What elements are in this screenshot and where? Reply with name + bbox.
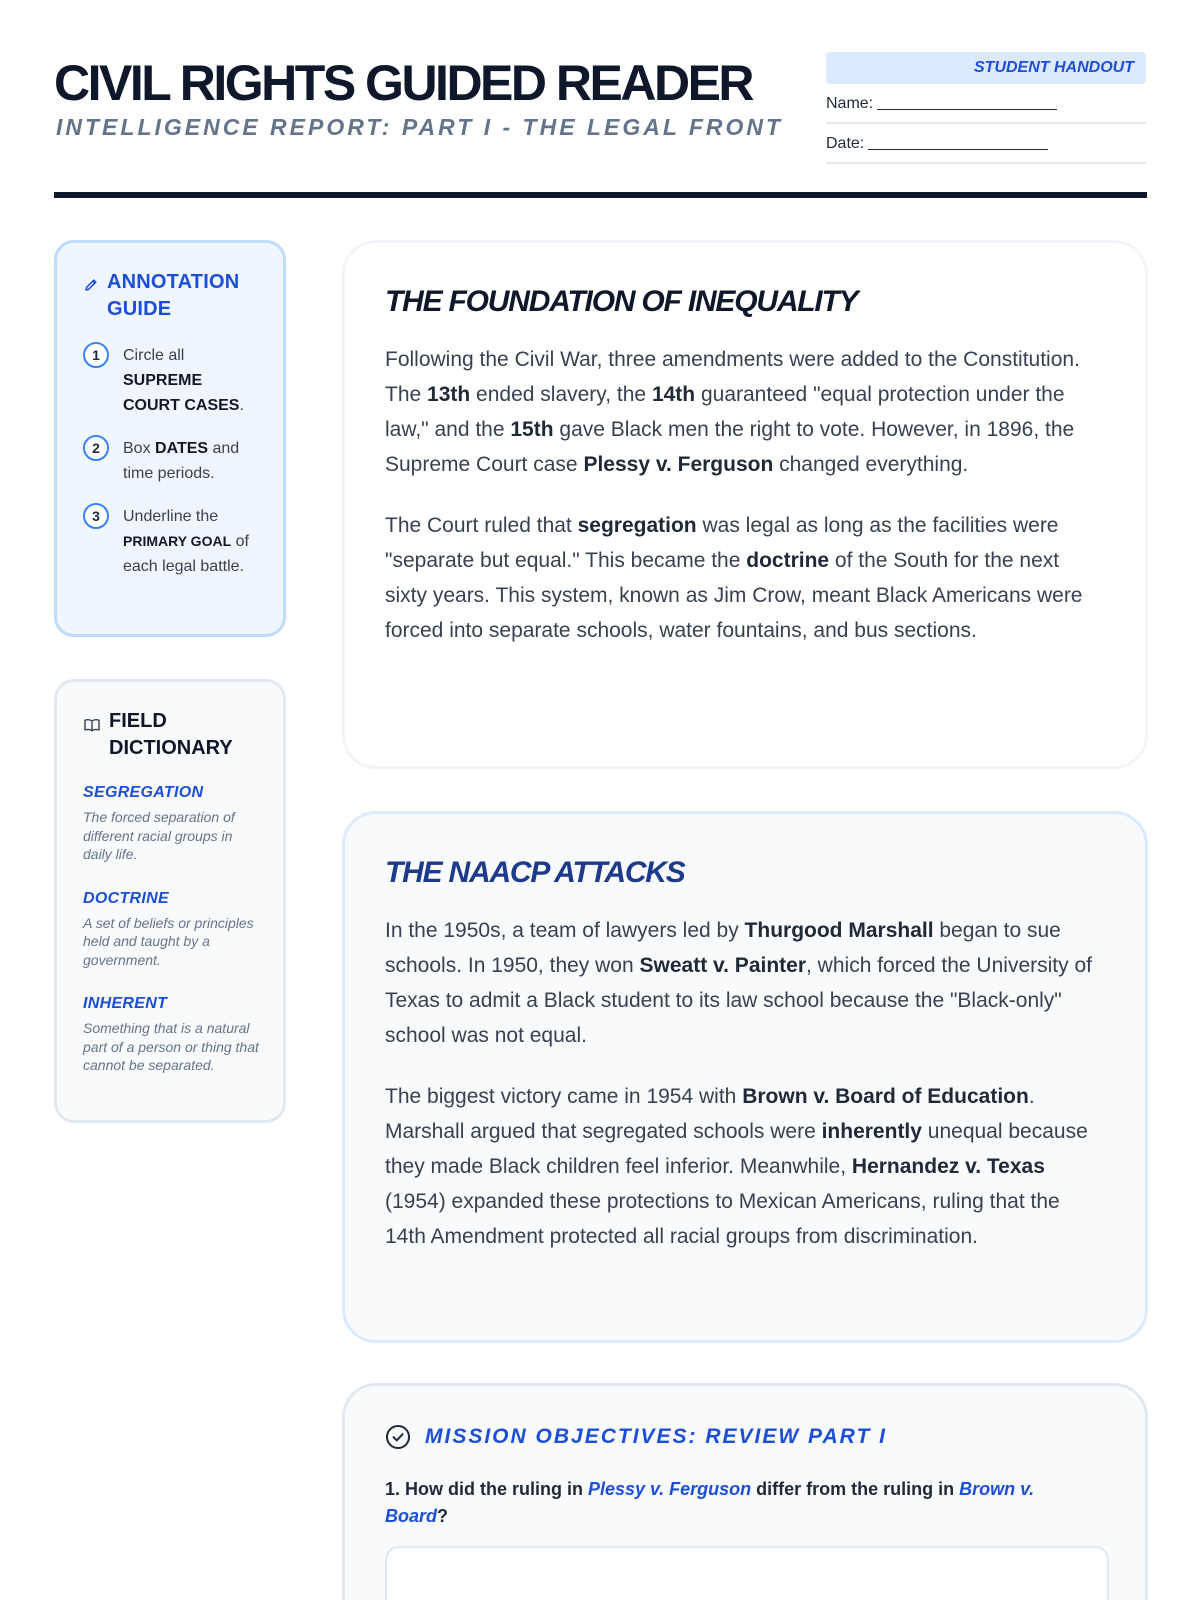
bold-term: Hernandez v. Texas — [851, 1154, 1045, 1178]
text-run: began to sue schools. In 1950, they won — [385, 918, 1061, 977]
question-1 — [385, 1476, 1065, 1530]
step-text: Underline the PRIMARY GOAL of each legal battle. — [123, 508, 249, 575]
step-text: Circle all SUPREME COURT CASES. — [123, 347, 244, 414]
dictionary-term — [83, 890, 261, 970]
step-text: Box DATES and time periods. — [123, 440, 240, 482]
mission-objectives-card — [342, 1383, 1148, 1600]
text-run: The biggest victory came in 1954 with — [385, 1084, 743, 1108]
header-divider — [54, 192, 1147, 198]
bold-term: Plessy v. Ferguson — [583, 452, 774, 476]
section-naacp-paragraph-1 — [385, 913, 1105, 1053]
text-run: was legal as long as the facilities were "separate but equal." This became the — [385, 513, 1059, 572]
section-foundation — [342, 240, 1148, 769]
bold-term: 14th — [651, 382, 696, 406]
mission-objectives-title: MISSION OBJECTIVES: REVIEW PART I — [425, 1425, 887, 1448]
term-name: SEGREGATION — [83, 784, 204, 801]
check-circle-icon — [385, 1424, 411, 1450]
text-run: ? — [437, 1506, 449, 1526]
section-naacp-title: THE NAACP ATTACKS — [385, 856, 685, 889]
pencil-icon — [83, 269, 107, 298]
section-naacp — [342, 811, 1148, 1343]
mission-objectives-header — [385, 1424, 1105, 1450]
name-line[interactable] — [826, 84, 1146, 124]
text-run: ended slavery, the — [470, 382, 652, 406]
annotation-step — [83, 343, 261, 418]
section-foundation-paragraph-1 — [385, 342, 1105, 482]
bold-term: 15th — [510, 417, 554, 441]
bold-term: doctrine — [746, 548, 830, 572]
page-title: CIVIL RIGHTS GUIDED READER — [54, 55, 753, 111]
bold-term: Sweatt v. Painter — [639, 953, 807, 977]
annotation-guide-title: ANNOTATION GUIDE — [107, 271, 240, 320]
field-dictionary-card — [54, 679, 286, 1123]
field-dictionary-title: FIELD DICTIONARY — [109, 710, 233, 759]
text-run: (1954) expanded these protections to Mexican Americans, ruling that the 14th Amendment protected all racial groups from discrimination. — [385, 1189, 1060, 1248]
term-name: INHERENT — [83, 995, 168, 1012]
page-subtitle: INTELLIGENCE REPORT: PART I - THE LEGAL FRONT — [56, 114, 784, 140]
case-name: Brown v. Board — [385, 1479, 1035, 1526]
text-run: 1. How did the ruling in — [385, 1479, 588, 1499]
sidebar — [54, 240, 286, 1123]
bold-term: inherently — [821, 1119, 922, 1143]
text-run: . Marshall argued that segregated schools were — [385, 1084, 1035, 1143]
dictionary-term — [83, 784, 261, 864]
annotation-step — [83, 504, 261, 579]
date-blank[interactable] — [868, 134, 1048, 150]
section-foundation-paragraph-2 — [385, 508, 1105, 648]
step-number: 2 — [83, 435, 109, 461]
date-label: Date: — [826, 135, 865, 152]
term-definition: The forced separation of different racial groups in daily life. — [83, 809, 235, 862]
date-line[interactable] — [826, 124, 1146, 164]
dictionary-terms — [83, 784, 261, 1075]
step-number: 3 — [83, 503, 109, 529]
page-header — [54, 50, 1146, 200]
text-run: differ from the ruling in — [751, 1479, 960, 1499]
handout-badge: STUDENT HANDOUT — [826, 52, 1146, 84]
term-definition: Something that is a natural part of a person or thing that cannot be separated. — [83, 1020, 259, 1073]
dictionary-term — [83, 995, 261, 1075]
term-definition: A set of beliefs or principles held and taught by a government. — [83, 914, 254, 968]
text-run: Following the Civil War, three amendments were added to the Constitution. The — [385, 347, 1080, 406]
text-run: unequal because they made Black children feel inferior. Meanwhile, — [385, 1119, 1088, 1178]
name-blank[interactable] — [877, 94, 1057, 110]
section-naacp-paragraph-2 — [385, 1079, 1105, 1254]
section-foundation-title: THE FOUNDATION OF INEQUALITY — [385, 285, 858, 318]
bold-term: segregation — [577, 513, 697, 537]
text-run: of the South for the next sixty years. This system, known as Jim Crow, meant Black Americans were forced into separate schools, water fountains, and bus sections. — [385, 548, 1083, 642]
annotation-steps — [83, 343, 261, 579]
annotation-guide-card — [54, 240, 286, 637]
step-number: 1 — [83, 342, 109, 368]
annotation-guide-header — [83, 269, 261, 323]
text-run: The Court ruled that — [385, 513, 578, 537]
text-run: gave Black men the right to vote. However, in 1896, the Supreme Court case — [385, 417, 1075, 476]
text-run: , which forced the University of Texas to admit a Black student to its law school because the "Black-only" school was not equal. — [385, 953, 1092, 1047]
annotation-step — [83, 436, 261, 486]
field-dictionary-header — [83, 708, 261, 762]
name-label: Name: — [826, 95, 874, 112]
text-run: In the 1950s, a team of lawyers led by — [385, 918, 745, 942]
main-content — [342, 240, 1148, 1526]
answer-box-1[interactable] — [385, 1546, 1109, 1600]
bold-term: Thurgood Marshall — [744, 918, 934, 942]
text-run: changed everything. — [773, 452, 969, 476]
bold-term: Brown v. Board of Education — [742, 1084, 1029, 1108]
bold-term: 13th — [427, 382, 471, 406]
case-name: Plessy v. Ferguson — [588, 1479, 752, 1499]
handout-info — [826, 52, 1146, 164]
text-run: guaranteed "equal protection under the law," and the — [385, 382, 1065, 441]
book-icon — [83, 708, 109, 737]
term-name: DOCTRINE — [83, 889, 169, 907]
